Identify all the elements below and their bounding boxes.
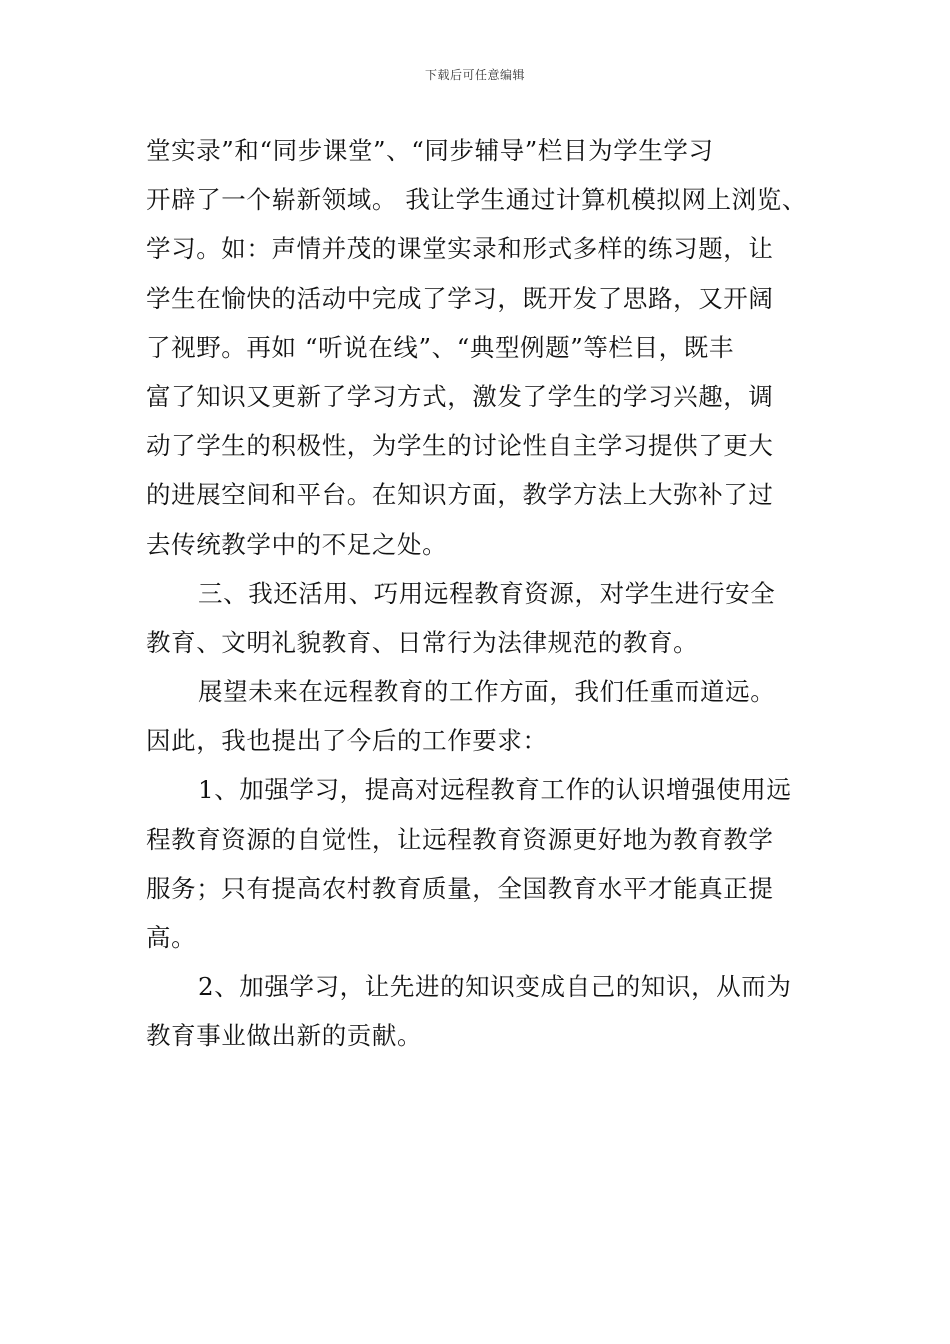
- text-line: 因此，我也提出了今后的工作要求：: [146, 726, 548, 756]
- paragraph-start-line: 展望未来在远程教育的工作方面，我们任重而道远。: [198, 677, 776, 707]
- paragraph-start-line: 2、加强学习，让先进的知识变成自己的知识，从而为: [198, 972, 792, 1002]
- text-line: 了视野。再如 “听说在线”、“典型例题”等栏目，既丰: [146, 332, 734, 362]
- paragraph-start-line: 三、我还活用、巧用远程教育资源，对学生进行安全: [198, 578, 776, 608]
- text-line: 开辟了一个崭新领域。 我让学生通过计算机模拟网上浏览、: [146, 185, 807, 215]
- text-line: 富了知识又更新了学习方式，激发了学生的学习兴趣，调: [146, 381, 774, 411]
- text-line: 教育、文明礼貌教育、日常行为法律规范的教育。: [146, 627, 699, 657]
- text-line: 去传统教学中的不足之处。: [146, 529, 448, 559]
- document-body: [146, 126, 808, 1061]
- paragraph-start-line: 1、加强学习，提高对远程教育工作的认识增强使用远: [198, 775, 792, 805]
- text-line: 学生在愉快的活动中完成了学习，既开发了思路，又开阔: [146, 283, 774, 313]
- text-line: 程教育资源的自觉性，让远程教育资源更好地为教育教学: [146, 824, 774, 854]
- text-line: 的进展空间和平台。在知识方面，教学方法上大弥补了过: [146, 480, 774, 510]
- text-line: 动了学生的积极性，为学生的讨论性自主学习提供了更大: [146, 431, 774, 461]
- page-header: 下载后可任意编辑: [424, 68, 525, 82]
- text-line: 堂实录”和“同步课堂”、“同步辅导”栏目为学生学习: [146, 136, 714, 165]
- text-line: 服务；只有提高农村教育质量，全国教育水平才能真正提: [146, 873, 774, 903]
- text-line: 教育事业做出新的贡献。: [146, 1021, 423, 1051]
- text-line: 高。: [146, 923, 197, 952]
- text-line: 学习。如：声情并茂的课堂实录和形式多样的练习题，让: [146, 234, 774, 264]
